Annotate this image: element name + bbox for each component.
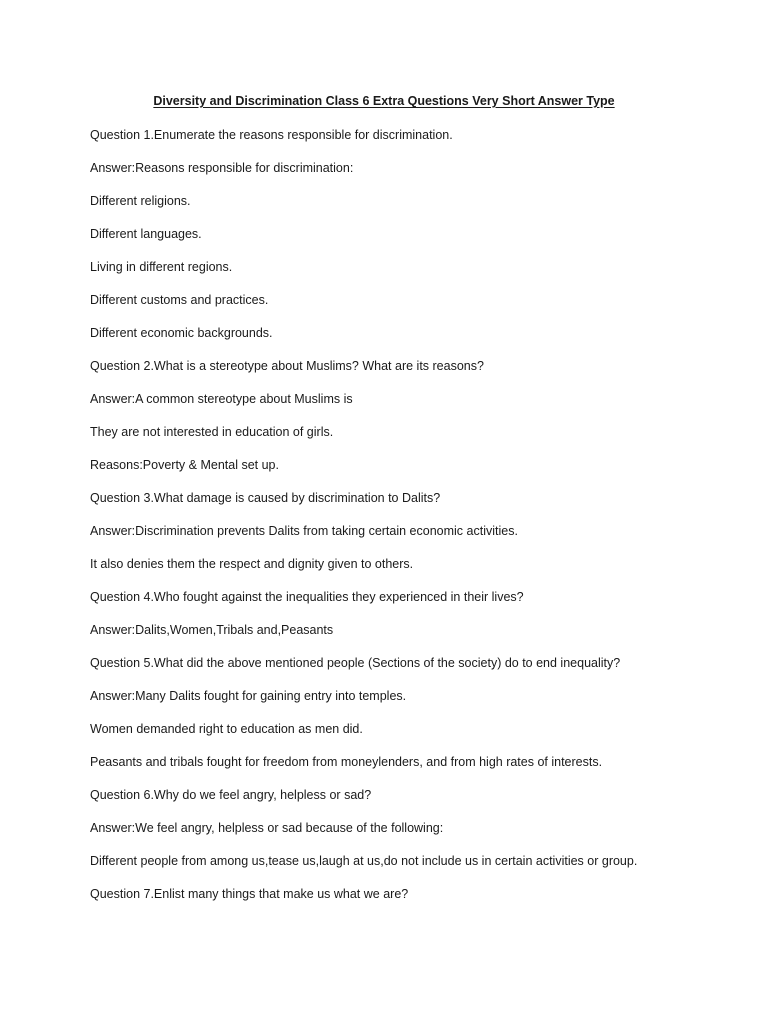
text-line: Answer:Discrimination prevents Dalits from taking certain economic activities.: [90, 524, 518, 538]
text-line: Question 5.What did the above mentioned people (Sections of the society) do to end inequality?: [90, 656, 621, 670]
text-line: Women demanded right to education as men did.: [90, 722, 363, 736]
text-line: They are not interested in education of girls.: [90, 425, 334, 439]
text-line: Different customs and practices.: [90, 293, 269, 307]
text-line: Different religions.: [90, 194, 191, 208]
text-line: Answer:Many Dalits fought for gaining entry into temples.: [90, 689, 407, 703]
text-line: It also denies them the respect and dignity given to others.: [90, 557, 414, 571]
text-line: Different economic backgrounds.: [90, 326, 273, 340]
text-line: Question 3.What damage is caused by discrimination to Dalits?: [90, 491, 441, 505]
text-line: Answer:Reasons responsible for discrimination:: [90, 161, 354, 175]
text-line: Different people from among us,tease us,laugh at us,do not include us in certain activities or group.: [90, 854, 638, 868]
text-line: Question 1.Enumerate the reasons responsible for discrimination.: [90, 128, 453, 142]
text-line: Different languages.: [90, 227, 202, 241]
text-line: Answer:Dalits,Women,Tribals and,Peasants: [90, 623, 334, 637]
document-body: [90, 126, 750, 918]
text-line: Question 6.Why do we feel angry, helpless or sad?: [90, 788, 372, 802]
text-line: Question 7.Enlist many things that make us what we are?: [90, 887, 409, 901]
document-title: Diversity and Discrimination Class 6 Extra Questions Very Short Answer Type: [153, 94, 615, 108]
text-line: Question 4.Who fought against the inequalities they experienced in their lives?: [90, 590, 524, 604]
text-line: Peasants and tribals fought for freedom from moneylenders, and from high rates of interests.: [90, 755, 603, 769]
text-line: Reasons:Poverty & Mental set up.: [90, 458, 279, 472]
text-line: Living in different regions.: [90, 260, 233, 274]
text-line: Question 2.What is a stereotype about Muslims? What are its reasons?: [90, 359, 484, 373]
text-line: Answer:We feel angry, helpless or sad because of the following:: [90, 821, 444, 835]
text-line: Answer:A common stereotype about Muslims is: [90, 392, 353, 406]
